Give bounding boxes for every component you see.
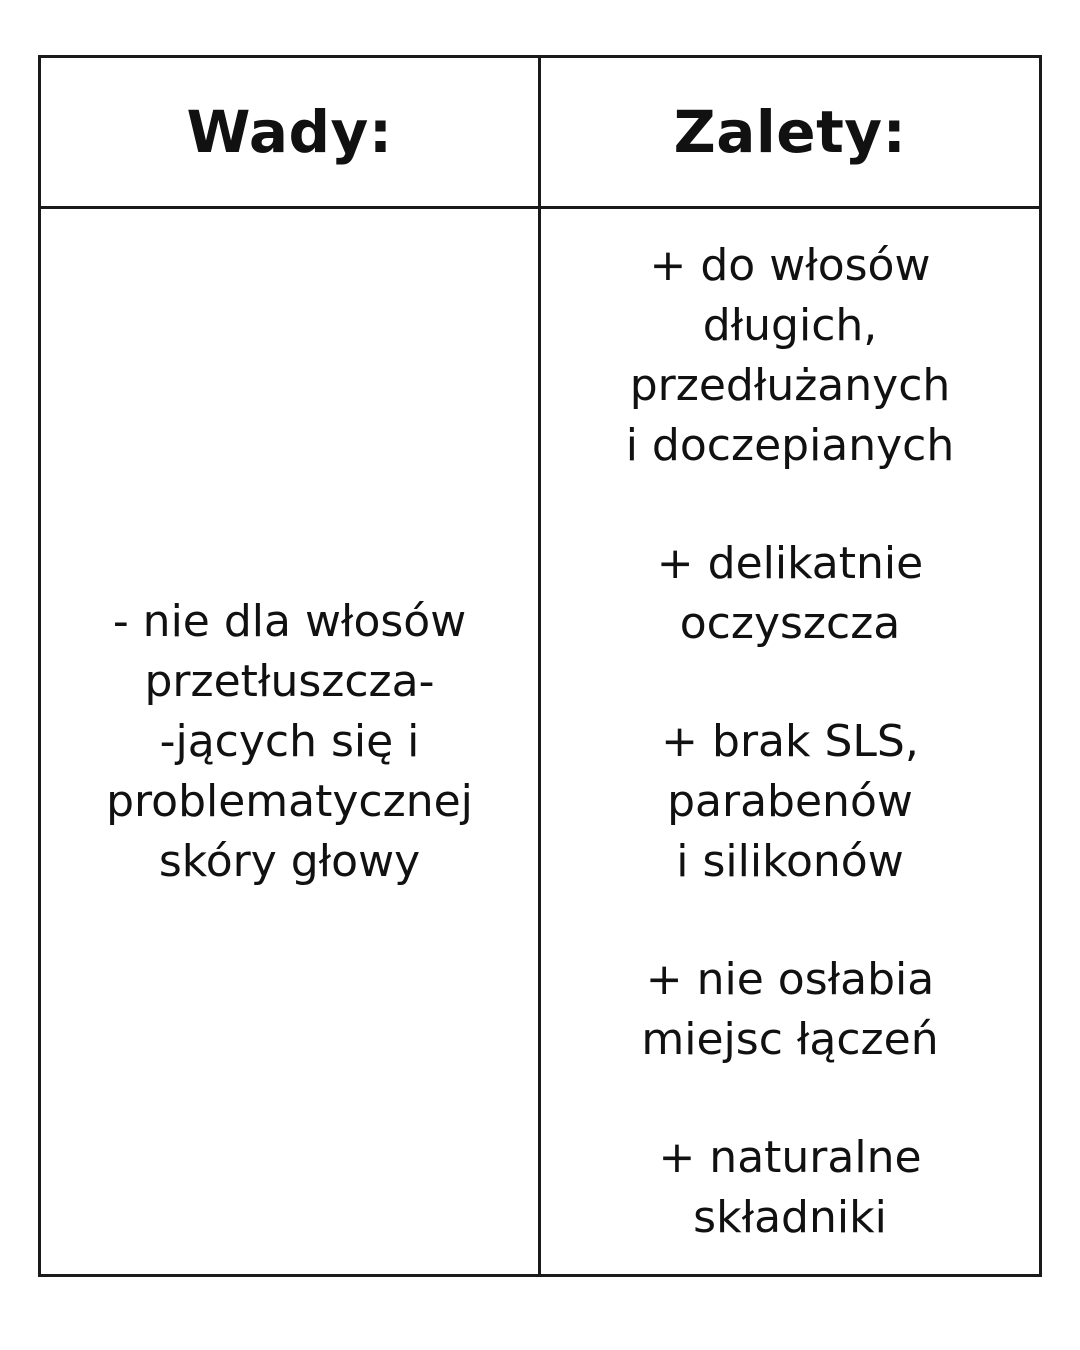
pro-line: przedłużanych: [629, 359, 951, 411]
cons-line: problematycznej: [106, 775, 473, 827]
pro-line: + delikatnie: [656, 537, 924, 589]
pros-cell: [541, 209, 1039, 1274]
pro-item: [626, 236, 955, 476]
pro-line: + brak SLS,: [661, 715, 919, 767]
pro-line: miejsc łączeń: [641, 1013, 939, 1065]
pro-line: długich,: [702, 299, 878, 351]
pro-line: + naturalne: [658, 1131, 922, 1183]
pros-header: Zalety:: [673, 98, 907, 166]
pro-line: składniki: [693, 1191, 887, 1243]
cons-cell: [41, 209, 538, 1274]
pro-item: [661, 712, 919, 892]
pro-line: + do włosów: [649, 239, 931, 291]
cons-line: - nie dla włosów: [112, 595, 467, 647]
pro-item: [641, 950, 938, 1070]
pro-line: i doczepianych: [625, 419, 955, 471]
cons-line: przetłuszcza-: [144, 655, 435, 707]
pros-cons-table: [38, 55, 1042, 1277]
pro-item: [658, 1128, 921, 1248]
pro-item: [657, 534, 923, 654]
cons-header: Wady:: [186, 98, 393, 166]
cons-line: skóry głowy: [158, 835, 421, 887]
pro-line: + nie osłabia: [645, 953, 935, 1005]
pro-line: oczyszcza: [679, 597, 901, 649]
pro-line: i silikonów: [676, 835, 904, 887]
cons-line: -jących się i: [159, 715, 420, 767]
pro-line: parabenów: [667, 775, 913, 827]
